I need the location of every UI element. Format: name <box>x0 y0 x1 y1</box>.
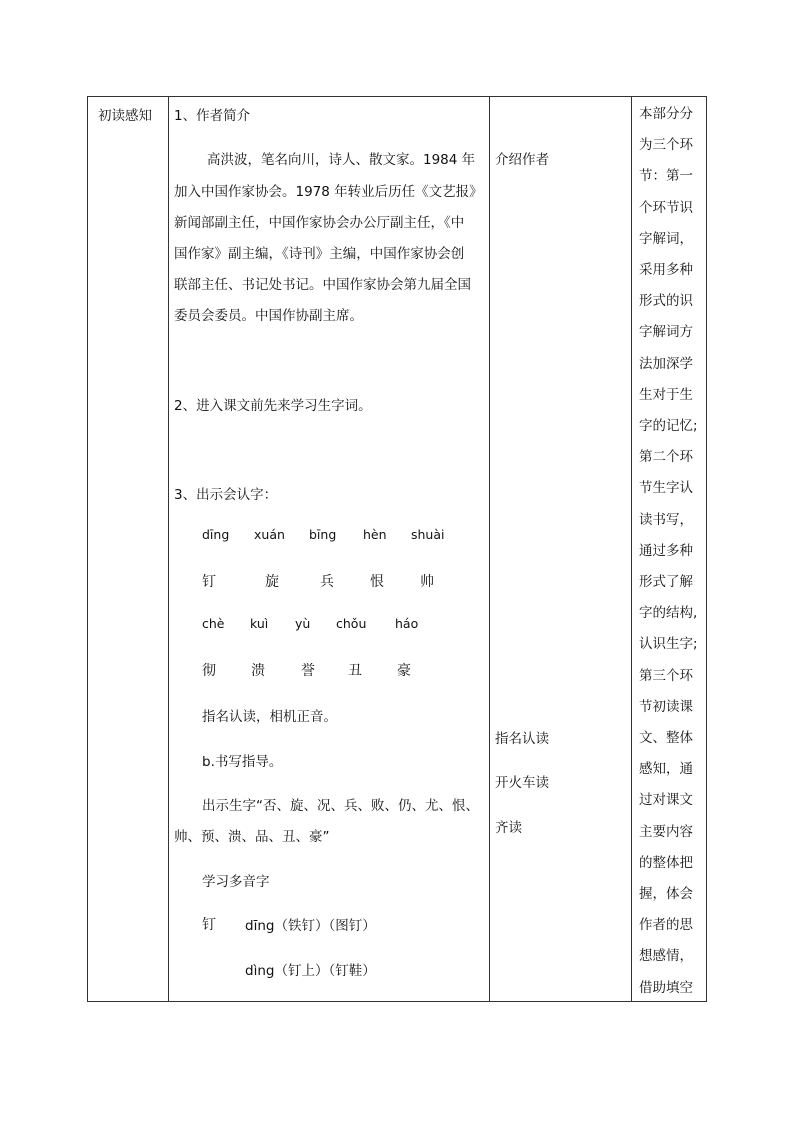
hanzi: 兵 <box>320 574 334 590</box>
note-line: 节初读课 <box>639 698 693 715</box>
heading-recognize-chars: 3、出示会认字： <box>174 487 278 503</box>
note-line: 节生字认 <box>639 480 693 497</box>
note-line: 感知，通 <box>639 761 693 778</box>
activity-item: 齐读 <box>495 820 522 836</box>
note-line: 握，体会 <box>639 886 693 902</box>
note-line: 通过多种 <box>639 542 693 559</box>
bio-line: 高洪波，笔名向川，诗人、散文家。1984 年 <box>207 152 476 168</box>
note-line: 形式了解 <box>639 574 693 590</box>
note-line: 第三个环 <box>639 667 693 684</box>
note-line: 借助填空 <box>639 979 693 996</box>
polyphonic-char: 钉 <box>202 917 216 933</box>
pinyin: hèn <box>363 527 387 542</box>
lesson-table <box>87 96 707 1002</box>
polyphonic-reading-1: dīng（铁钉）（图钉） <box>245 918 376 934</box>
note-line: 文、整体 <box>639 730 693 746</box>
pinyin: yù <box>295 616 311 631</box>
pinyin: chǒu <box>336 616 367 631</box>
pinyin: bīng <box>309 527 337 542</box>
note-line: 读书写， <box>639 511 693 528</box>
note-line: 生对于生 <box>639 386 693 403</box>
show-chars-line: 帅、预、溃、品、丑、豪” <box>174 829 330 845</box>
bio-line: 联部主任、书记处书记。中国作家协会第九届全国 <box>174 277 471 293</box>
note-line: 为三个环 <box>639 137 693 154</box>
polyphonic-heading: 学习多音字 <box>202 874 270 890</box>
note-line: 认识生字; <box>639 636 698 653</box>
activity-item: 开火车读 <box>495 775 549 791</box>
heading-author-intro: 1、作者简介 <box>174 108 251 124</box>
bio-line: 新闻部副主任，中国作家协会办公厅副主任，《中 <box>174 215 465 231</box>
pinyin: háo <box>395 616 419 631</box>
pinyin: kuì <box>250 616 269 631</box>
bio-line: 委员会委员。中国作协副主席。 <box>174 308 363 324</box>
hanzi: 帅 <box>420 574 434 590</box>
pinyin: shuài <box>411 527 445 542</box>
show-chars-line: 出示生字“否、旋、况、兵、败、仍、尤、恨、 <box>202 798 479 814</box>
note-line: 字解词， <box>639 230 693 247</box>
pinyin: dīng <box>202 527 230 542</box>
note-line: 第二个环 <box>639 449 693 466</box>
note-line: 形式的识 <box>639 293 693 310</box>
note-line: 法加深学 <box>639 355 693 372</box>
note-line: 主要内容 <box>639 823 693 840</box>
column-divider-3 <box>631 97 632 1001</box>
polyphonic-reading-2: dìng（钉上）（钉鞋） <box>245 963 376 979</box>
note-line: 采用多种 <box>639 262 693 278</box>
bio-line: 国作家》副主编，《诗刊》主编，中国作家协会创 <box>174 246 465 262</box>
hanzi: 恨 <box>370 574 384 590</box>
hanzi: 豪 <box>397 663 411 679</box>
activity-item: 指名认读 <box>495 731 549 747</box>
hanzi: 钉 <box>202 574 216 590</box>
heading-new-words: 2、进入课文前先来学习生字词。 <box>174 398 372 414</box>
hanzi: 彻 <box>202 663 216 679</box>
bio-line: 加入中国作家协会。1978 年转业后历任《文艺报》 <box>174 184 483 200</box>
note-line: 字的结构, <box>639 605 698 622</box>
note-line: 节：第一 <box>639 168 693 185</box>
note-line: 作者的思 <box>639 917 693 934</box>
hanzi: 丑 <box>348 663 362 679</box>
note-line: 个环节识 <box>639 199 693 216</box>
note-line: 想感情， <box>639 948 693 965</box>
note-line: 的整体把 <box>639 854 693 871</box>
note-line: 过对课文 <box>639 792 693 809</box>
section-label: 初读感知 <box>98 108 152 124</box>
note-line: 字的记忆; <box>639 418 698 434</box>
hanzi: 溃 <box>251 663 265 679</box>
activity-intro: 介绍作者 <box>495 152 549 168</box>
hanzi: 旋 <box>265 574 279 590</box>
column-divider-1 <box>168 97 169 1001</box>
note-line: 字解词方 <box>639 324 693 341</box>
hanzi: 誉 <box>301 663 315 679</box>
pinyin: xuán <box>254 527 285 542</box>
note-line: 本部分分 <box>639 106 693 122</box>
reading-instruction: 指名认读，相机正音。 <box>202 709 337 725</box>
writing-guidance: b.书写指导。 <box>202 754 283 770</box>
pinyin: chè <box>202 616 225 631</box>
column-divider-2 <box>489 97 490 1001</box>
